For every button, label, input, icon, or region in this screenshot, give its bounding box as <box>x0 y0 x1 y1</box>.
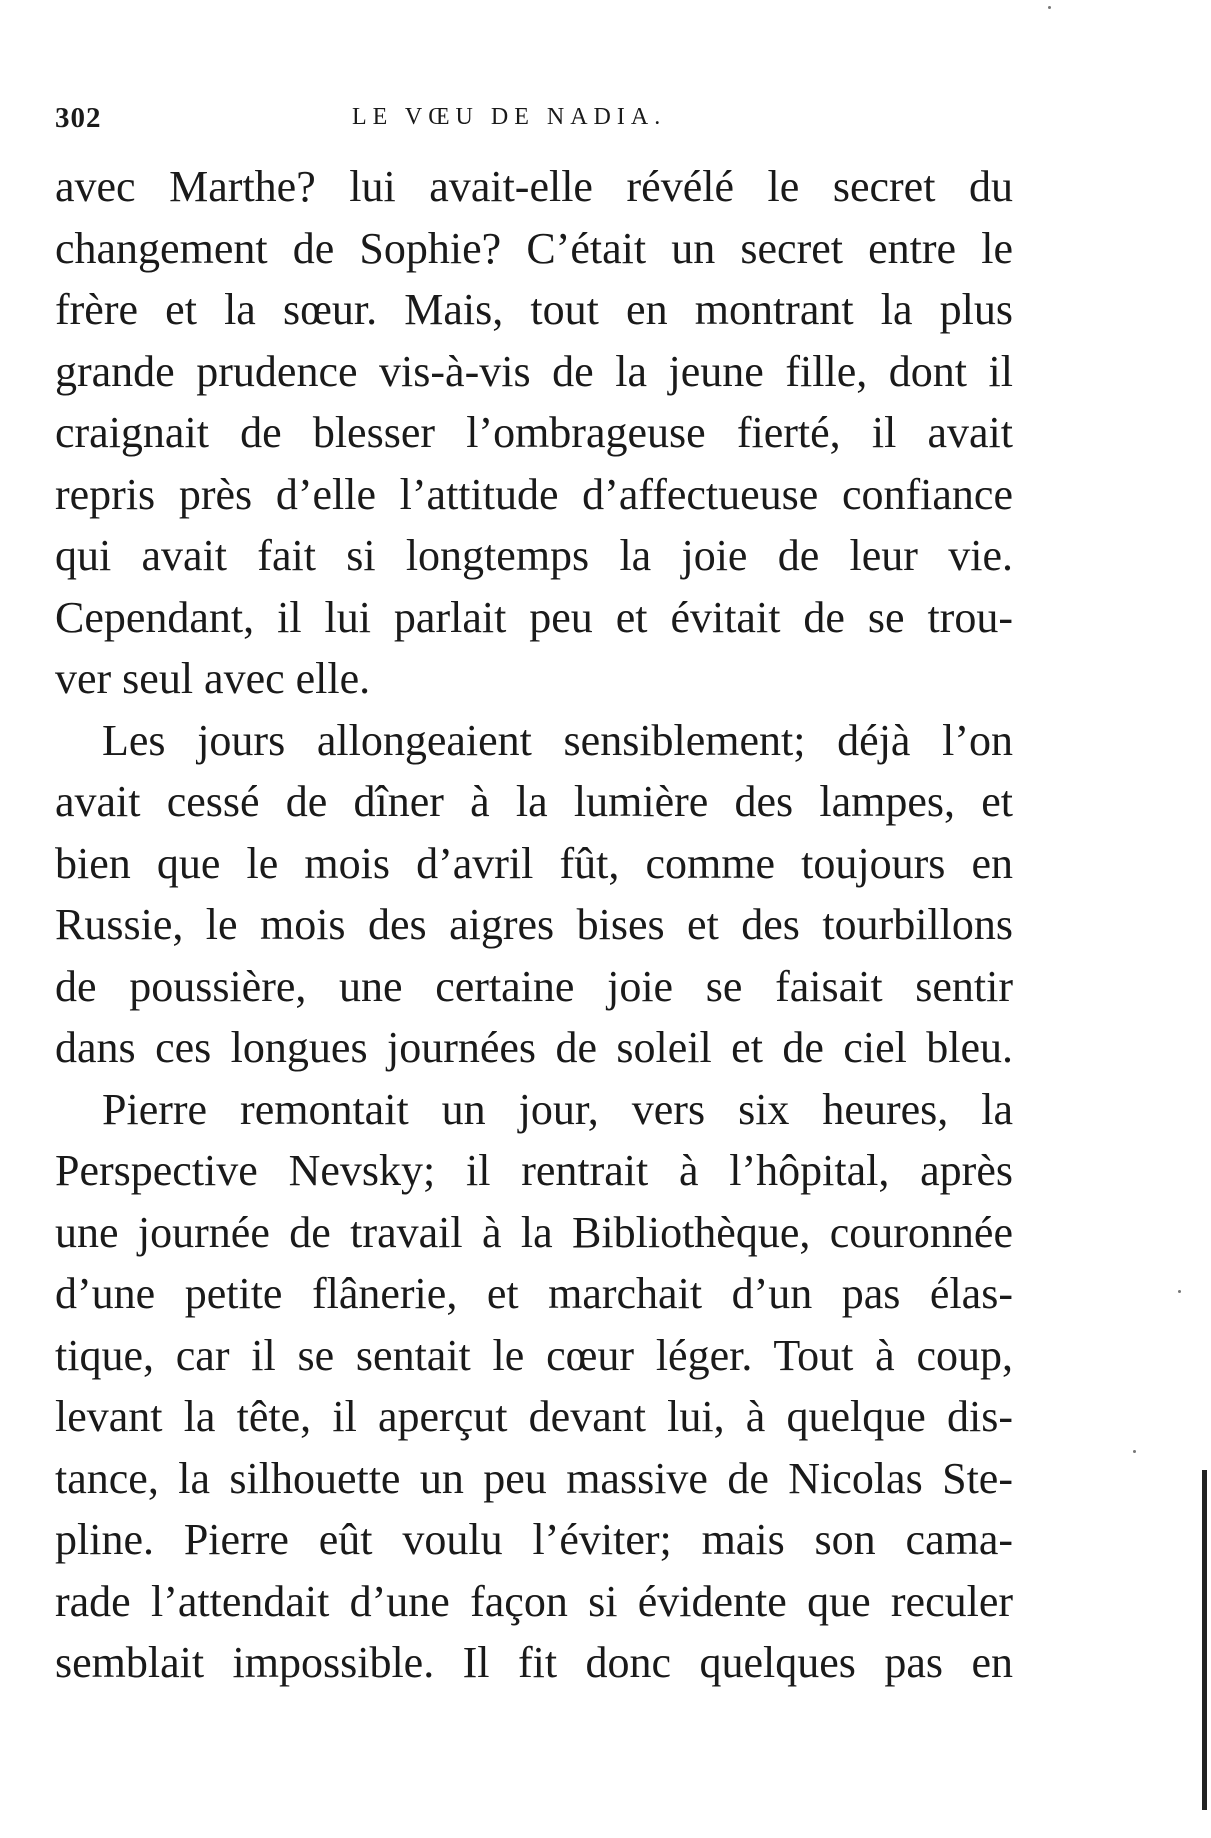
scan-edge-mark <box>1202 1470 1207 1810</box>
text-line: qui avait fait si longtemps la joie de leur vie. <box>55 531 1013 580</box>
text-line: bien que le mois d’avril fût, comme toujours en <box>55 838 1013 888</box>
text-line: Russie, le mois des aigres bises et des tourbillons <box>55 900 1013 949</box>
text-line: avait cessé de dîner à la lumière des lampes, et <box>55 777 1013 826</box>
body-text <box>55 156 1013 1694</box>
text-line: levant la tête, il aperçut devant lui, à quelque dis- <box>55 1392 1013 1441</box>
scan-speck <box>1178 1290 1181 1293</box>
text-line: ver seul avec elle. <box>55 654 371 703</box>
paragraph-first-line: Les jours allongeaient sensiblement; déjà l’on <box>102 715 1013 765</box>
scan-speck <box>1133 1450 1136 1453</box>
text-line: tance, la silhouette un peu massive de Nicolas Ste- <box>55 1453 1013 1503</box>
text-line: semblait impossible. Il fit donc quelques pas en <box>55 1638 1013 1687</box>
text-line: Perspective Nevsky; il rentrait à l’hôpital, après <box>55 1146 1013 1195</box>
text-line: avec Marthe? lui avait-elle révélé le secret du <box>55 162 1013 211</box>
text-line: changement de Sophie? C’était un secret entre le <box>55 223 1013 273</box>
page-number: 302 <box>55 102 102 134</box>
text-line: pline. Pierre eût voulu l’éviter; mais son cama- <box>55 1515 1013 1564</box>
text-line: tique, car il se sentait le cœur léger. Tout à coup, <box>55 1330 1013 1380</box>
paragraph-first-line: Pierre remontait un jour, vers six heures, la <box>102 1084 1013 1134</box>
text-line: une journée de travail à la Bibliothèque, couronnée <box>55 1207 1013 1257</box>
text-line: dans ces longues journées de soleil et de ciel bleu. <box>55 1023 1013 1072</box>
text-line: grande prudence vis-à-vis de la jeune fille, dont il <box>55 346 1013 396</box>
text-line: craignait de blesser l’ombrageuse fierté, il avait <box>55 408 1013 457</box>
text-line: d’une petite flânerie, et marchait d’un pas élas- <box>55 1269 1013 1318</box>
text-line: frère et la sœur. Mais, tout en montrant la plus <box>55 285 1013 334</box>
running-title: LE VŒU DE NADIA. <box>352 104 667 130</box>
text-line: rade l’attendait d’une façon si évidente que reculer <box>55 1576 1013 1626</box>
running-head <box>55 102 1015 142</box>
text-line: repris près d’elle l’attitude d’affectueuse confiance <box>55 469 1013 519</box>
text-line: Cependant, il lui parlait peu et évitait de se trou- <box>55 592 1013 642</box>
scan-speck <box>1048 6 1051 9</box>
text-line: de poussière, une certaine joie se faisait sentir <box>55 961 1013 1011</box>
